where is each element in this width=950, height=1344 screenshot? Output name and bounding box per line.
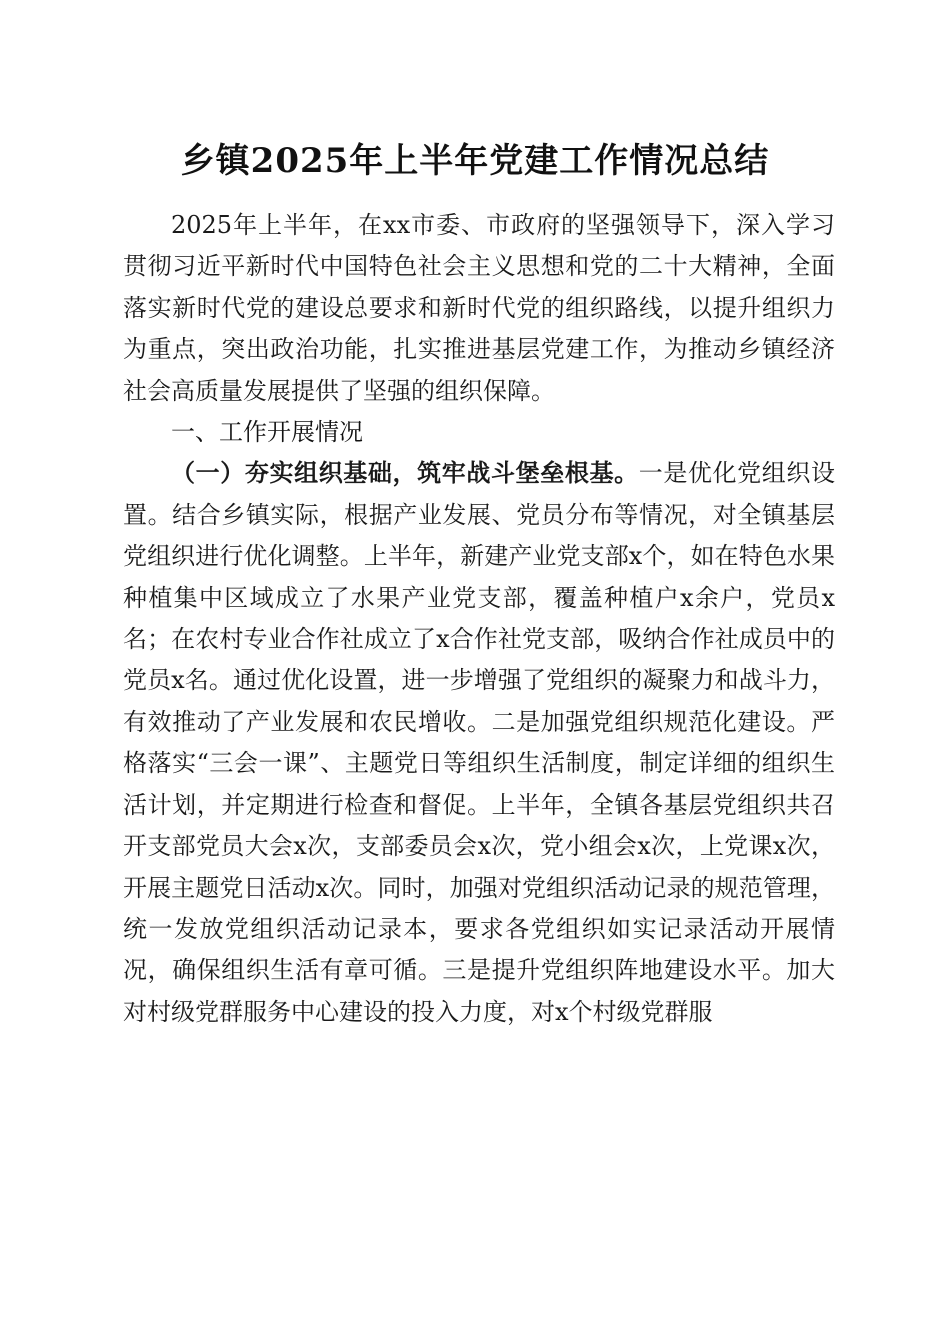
subsection-paragraph xyxy=(123,453,835,1033)
document-body xyxy=(123,205,835,1033)
section-heading: 一、工作开展情况 xyxy=(171,418,363,447)
document-title: 乡镇2025年上半年党建工作情况总结 xyxy=(180,141,770,181)
subsection-body: 一是优化党组织设置。结合乡镇实际，根据产业发展、党员分布等情况，对全镇基层党组织进行优化调整。上半年，新建产业党支部x个，如在特色水果种植集中区域成立了水果产业党支部，覆盖种植户x余户，党员x名；在农村专业合作社成立了x合作社党支部，吸纳合作社成员中的党员x名。通过优化设置，进一步增强了党组织的凝聚力和战斗力，有效推动了产业发展和农民增收。二是加强党组织规范化建设。严格落实“三会一课”、主题党日等组织生活制度，制定详细的组织生活计划，并定期进行检查和督促。上半年，全镇各基层党组织共召开支部党员大会x次，支部委员会x次，党小组会x次，上党课x次，开展主题党日活动x次。同时，加强对党组织活动记录的规范管理，统一发放党组织活动记录本，要求各党组织如实记录活动开展情况，确保组织生活有章可循。三是提升党组织阵地建设水平。加大对村级党群服务中心建设的投入力度，对x个村级党群服 xyxy=(123,459,836,1026)
subsection-heading: （一）夯实组织基础，筑牢战斗堡垒根基。 xyxy=(171,459,639,488)
intro-paragraph: 2025年上半年，在xx市委、市政府的坚强领导下，深入学习贯彻习近平新时代中国特色社会主义思想和党的二十大精神，全面落实新时代党的建设总要求和新时代党的组织路线，以提升组织力为重点，突出政治功能，扎实推进基层党建工作，为推动乡镇经济社会高质量发展提供了坚强的组织保障。 xyxy=(123,211,835,405)
